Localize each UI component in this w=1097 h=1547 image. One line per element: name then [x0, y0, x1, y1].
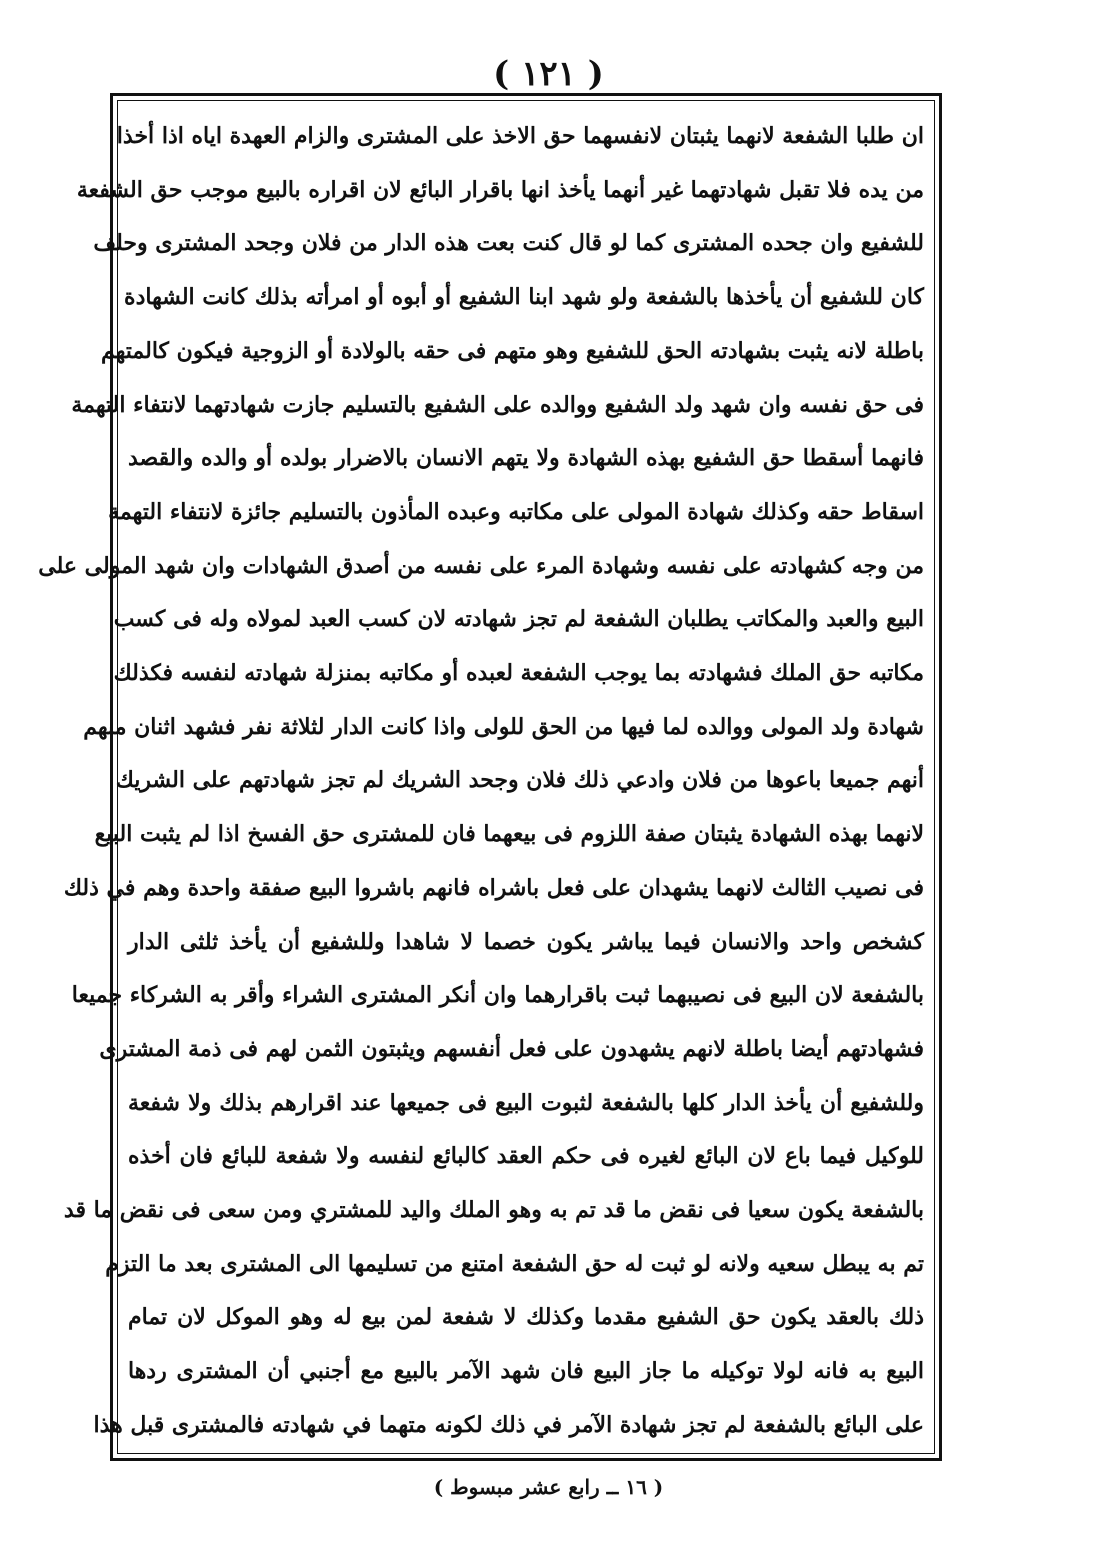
text-line: فشهادتهم أيضا باطلة لانهم يشهدون على فعل أنفسهم ويثبتون الثمن لهم فى ذمة المشترى [99, 1035, 924, 1062]
text-line: فى نصيب الثالث لانهما يشهدان على فعل باشراه فانهم باشروا البيع صفقة واحدة وهم في ذلك [63, 874, 924, 901]
text-line: مكاتبه حق الملك فشهادته بما يوجب الشفعة لعبده أو مكاتبه بمنزلة شهادته لنفسه فكذلك [113, 660, 924, 687]
text-line: من يده فلا تقبل شهادتهما غير أنهما يأخذ انها باقرار البائع لان اقراره بالبيع موجب حق الشفعة [76, 176, 924, 203]
text-line: باطلة لانه يثبت بشهادته الحق للشفيع وهو متهم فى حقه بالولادة أو الزوجية فيكون كالمتهم [100, 337, 924, 364]
text-line: بالشفعة يكون سعيا فى نقض ما قد تم به وهو الملك واليد للمشتري ومن سعى فى نقض ما قد [63, 1197, 924, 1224]
text-line: شهادة ولد المولى ووالده لما فيها من الحق للولى واذا كانت الدار لثلاثة نفر فشهد اثنان منهم [83, 713, 924, 740]
text-line: أنهم جميعا باعوها من فلان وادعي ذلك فلان وجحد الشريك لم تجز شهادتهم على الشريك [115, 767, 924, 794]
text-line: على البائع بالشفعة لم تجز شهادة الآمر في ذلك لكونه متهما في شهادته فالمشترى قبل هذا [93, 1411, 924, 1438]
text-line: تم به يبطل سعيه ولانه لو ثبت له حق الشفعة امتنع من تسليمها الى المشترى بعد ما التزم [105, 1250, 924, 1277]
text-line: بالشفعة لان البيع فى نصيبهما ثبت باقرارهما وان أنكر المشترى الشراء وأقر به الشركاء جميعا [71, 982, 924, 1009]
text-line: ان طلبا الشفعة لانهما يثبتان لانفسهما حق الاخذ على المشترى والزام العهدة اياه اذا أخذا [116, 123, 924, 149]
text-line: البيع به فانه لولا توكيله ما جاز البيع فان شهد الآمر بالبيع مع أجنبي أن المشترى ردها [128, 1358, 924, 1385]
text-line: البيع والعبد والمكاتب يطلبان الشفعة لم تجز شهادته لان كسب العبد لمولاه وله فى كسب [113, 606, 924, 633]
text-line: فى حق نفسه وان شهد ولد الشفيع ووالده على الشفيع بالتسليم جازت شهادتهما لانتفاء التهمة [71, 391, 924, 418]
text-line: كان للشفيع أن يأخذها بالشفعة ولو شهد ابنا الشفيع أو أبوه أو امرأته بذلك كانت الشهادة [124, 284, 924, 311]
text-line: وللشفيع أن يأخذ الدار كلها بالشفعة لثبوت البيع فى جميعها عند اقرارهم بذلك ولا شفعة [128, 1089, 924, 1116]
text-line: للشفيع وان جحده المشترى كما لو قال كنت بعت هذه الدار من فلان وجحد المشترى وحلف [93, 230, 924, 257]
text-line: من وجه كشهادته على نفسه وشهادة المرء على نفسه من أصدق الشهادات وان شهد المولى على [38, 552, 924, 579]
text-line: كشخص واحد والانسان فيما يباشر يكون خصما لا شاهدا وللشفيع أن يأخذ ثلثى الدار [128, 928, 924, 955]
text-line: ذلك بالعقد يكون حق الشفيع مقدما وكذلك لا شفعة لمن بيع له وهو الموكل لان تمام [128, 1304, 924, 1331]
text-line: فانهما أسقطا حق الشفيع بهذه الشهادة ولا يتهم الانسان بالاضرار بولده أو والده والقصد [128, 445, 924, 472]
text-line: لانهما بهذه الشهادة يثبتان صفة اللزوم فى بيعهما فان للمشترى حق الفسخ اذا لم يثبت البيع [94, 821, 924, 848]
page-number: ( ١٢١ ) [493, 54, 604, 94]
text-line: للوكيل فيما باع لان البائع لغيره فى حكم العقد كالبائع لنفسه ولا شفعة للبائع فان أخذه [128, 1143, 924, 1170]
signature-note: ( ١٦ ــ رابع عشر مبسوط ) [433, 1475, 664, 1499]
text-line: اسقاط حقه وكذلك شهادة المولى على مكاتبه وعبده المأذون بالتسليم جائزة لانتفاء التهمة [108, 498, 924, 525]
text-body [38, 113, 924, 1448]
